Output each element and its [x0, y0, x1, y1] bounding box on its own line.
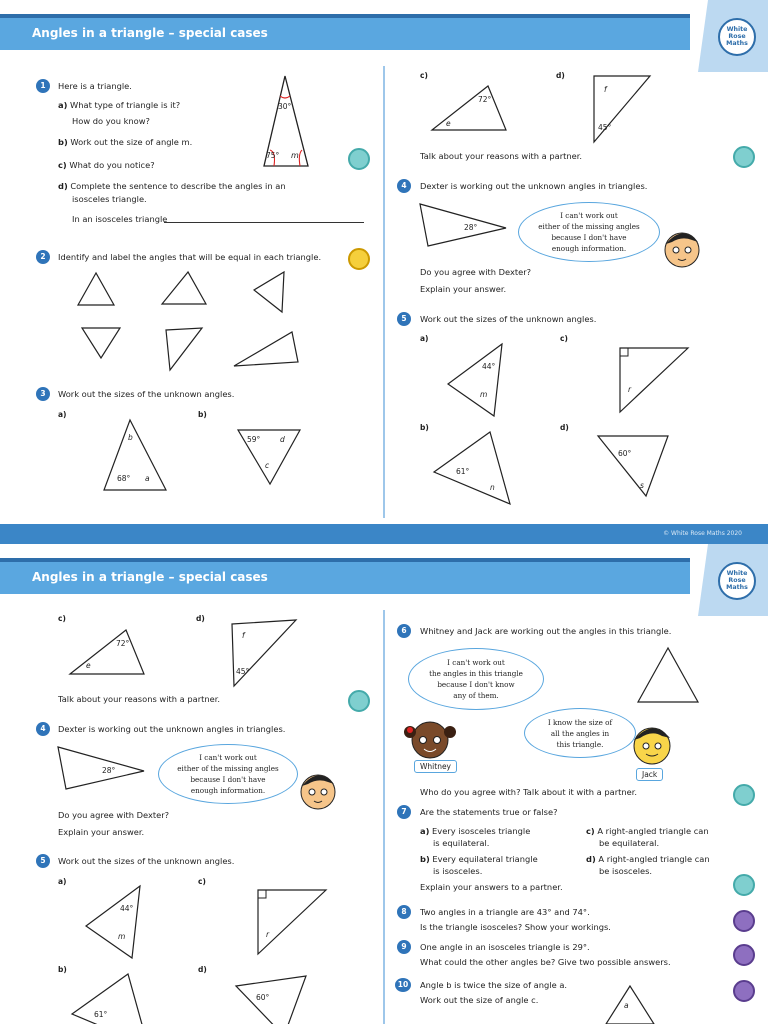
q1-sentence: In an isosceles triangle: [72, 214, 168, 224]
q1-angle-75: 75°: [266, 151, 280, 160]
q6-question: Who do you agree with? Talk about it with a partner.: [420, 787, 638, 797]
q7d-line2: be isosceles.: [599, 866, 653, 876]
q5b-triangle: [432, 430, 512, 506]
q5c-label: c): [560, 334, 568, 343]
q3d-angle-45: 45°: [598, 123, 612, 132]
q7c-line2: be equilateral.: [599, 838, 660, 848]
q8-text: Two angles in a triangle are 43° and 74°.: [420, 907, 590, 917]
q5b-angle-61: 61°: [94, 1010, 108, 1019]
q3b-angle-c: c: [265, 461, 270, 470]
q6-text: Whitney and Jack are working out the angles in this triangle.: [420, 626, 672, 636]
q1d-label: d): [58, 181, 68, 191]
q3d-label: d): [556, 71, 565, 80]
q3b-label: b): [198, 410, 207, 419]
dexter-speech-bubble: I can't work out either of the missing angles because I don't have enough information.: [518, 202, 660, 262]
q5c-angle-r: r: [266, 930, 270, 939]
challenge-icon: [733, 980, 755, 1002]
q7-text: Are the statements true or false?: [420, 807, 558, 817]
q4-angle-28: 28°: [102, 766, 116, 775]
q3c-angle-e: e: [86, 661, 91, 670]
q3b-angle-59: 59°: [247, 435, 261, 444]
whitney-avatar: [402, 716, 458, 762]
whitney-name-tag: Whitney: [414, 760, 457, 773]
question-2-number: 2: [36, 250, 50, 264]
page-title: Angles in a triangle – special cases: [32, 570, 268, 584]
question-7-number: 7: [397, 805, 411, 819]
q3b-angle-d: d: [280, 435, 285, 444]
q4-text: Dexter is working out the unknown angles in triangles.: [58, 724, 286, 734]
jack-speech-bubble: I know the size of all the angles in this triangle.: [524, 708, 636, 758]
q6-equilateral-triangle: [636, 646, 700, 704]
q5c-angle-r: r: [628, 385, 632, 394]
q3c-angle-e: e: [446, 119, 451, 128]
q1b-label: b): [58, 137, 68, 147]
q5d-label: d): [198, 965, 207, 974]
title-banner: [0, 558, 690, 594]
q3a-triangle: [100, 418, 170, 493]
q3c-label: c): [58, 614, 66, 623]
q5a-angle-44: 44°: [120, 904, 134, 913]
q5b-angle-n: n: [490, 483, 495, 492]
answer-line[interactable]: [164, 222, 364, 223]
q5b-label: b): [420, 423, 429, 432]
q5a-triangle: [84, 884, 144, 960]
q3a-label: a): [58, 410, 67, 419]
q7b-line1: Every equilateral triangle: [432, 854, 538, 864]
q3a-angle-a: a: [145, 474, 150, 483]
q5a-triangle: [446, 342, 506, 418]
question-6-number: 6: [397, 624, 411, 638]
q3c-triangle: [430, 84, 510, 134]
question-9-number: 9: [397, 940, 411, 954]
question-3-number: 3: [36, 387, 50, 401]
question-5-number: 5: [397, 312, 411, 326]
copyright-text: © White Rose Maths 2020: [663, 530, 742, 537]
q4-explain: Explain your answer.: [58, 827, 145, 837]
q4-angle-28: 28°: [464, 223, 478, 232]
q1c-label: c): [58, 160, 67, 170]
pencil-icon: [348, 248, 370, 270]
q5-text: Work out the sizes of the unknown angles.: [58, 856, 235, 866]
discussion-icon: [733, 784, 755, 806]
q5a-label: a): [420, 334, 429, 343]
q3c-label: c): [420, 71, 428, 80]
q4-explain: Explain your answer.: [420, 284, 507, 294]
jack-name-tag: Jack: [636, 768, 663, 781]
q1a-text2: How do you know?: [72, 116, 150, 126]
q4-text: Dexter is working out the unknown angles in triangles.: [420, 181, 648, 191]
question-5-number: 5: [36, 854, 50, 868]
discussion-icon: [733, 146, 755, 168]
challenge-icon: [733, 910, 755, 932]
q5c-triangle: [618, 346, 690, 416]
q7c-label: c): [586, 826, 595, 836]
q5a-angle-m: m: [480, 390, 488, 399]
white-rose-maths-logo: White Rose Maths: [718, 18, 756, 56]
q3a-angle-b: b: [128, 433, 133, 442]
q4-agree: Do you agree with Dexter?: [420, 267, 532, 277]
q10-angle-a: a: [624, 1001, 629, 1010]
q7a-label: a): [420, 826, 430, 836]
q3a-angle-68: 68°: [117, 474, 131, 483]
q9-text: One angle in an isosceles triangle is 29°.: [420, 942, 590, 952]
worksheet-page-2: [0, 544, 768, 1024]
q10-text: Angle b is twice the size of angle a.: [420, 980, 568, 990]
q1-intro: Here is a triangle.: [58, 81, 132, 91]
q1a-label: a): [58, 100, 68, 110]
q5d-angle-60: 60°: [618, 449, 632, 458]
dexter-avatar: [298, 770, 338, 812]
q5d-angle-60: 60°: [256, 993, 270, 1002]
q5b-label: b): [58, 965, 67, 974]
title-banner: [0, 14, 690, 50]
page-title: Angles in a triangle – special cases: [32, 26, 268, 40]
q1d-text2: isosceles triangle.: [72, 194, 147, 204]
whitney-speech-bubble: I can't work out the angles in this triangle because I don't know any of them.: [408, 648, 544, 710]
q8-text2: Is the triangle isosceles? Show your workings.: [420, 922, 611, 932]
challenge-icon: [733, 944, 755, 966]
q7-explain: Explain your answers to a partner.: [420, 882, 563, 892]
q1-angle-m: m: [291, 151, 299, 160]
q3-text: Work out the sizes of the unknown angles.: [58, 389, 235, 399]
q5b-angle-61: 61°: [456, 467, 470, 476]
q5d-triangle: [596, 434, 672, 498]
q7b-label: b): [420, 854, 430, 864]
q7d-label: d): [586, 854, 596, 864]
q9-text2: What could the other angles be? Give two possible answers.: [420, 957, 671, 967]
q1b-text: Work out the size of angle m.: [70, 137, 193, 147]
q2-text: Identify and label the angles that will be equal in each triangle.: [58, 252, 322, 262]
dexter-speech-bubble: I can't work out either of the missing angles because I don't have enough information.: [158, 744, 298, 804]
question-4-number: 4: [397, 179, 411, 193]
q7a-line2: is equilateral.: [433, 838, 490, 848]
q10-triangle: [600, 984, 660, 1024]
q3c-triangle: [68, 628, 148, 678]
q1-angle-30: 30°: [278, 102, 292, 111]
page-separator: [0, 524, 768, 544]
q7b-line2: is isosceles.: [433, 866, 483, 876]
discussion-icon: [733, 874, 755, 896]
white-rose-maths-logo: White Rose Maths: [718, 562, 756, 600]
q3d-label: d): [196, 614, 205, 623]
question-10-number: 10: [395, 978, 411, 992]
q1a-text: What type of triangle is it?: [70, 100, 181, 110]
q5d-angle-s: s: [640, 481, 644, 490]
q3d-angle-f: f: [242, 631, 245, 640]
q4-agree: Do you agree with Dexter?: [58, 810, 170, 820]
q5c-label: c): [198, 877, 206, 886]
q2-triangles: [76, 270, 316, 370]
q5a-angle-44: 44°: [482, 362, 496, 371]
q3d-angle-45: 45°: [236, 667, 250, 676]
q7c-line1: A right-angled triangle can: [597, 826, 709, 836]
q5a-label: a): [58, 877, 67, 886]
q5-text: Work out the sizes of the unknown angles.: [420, 314, 597, 324]
q5c-triangle: [256, 888, 328, 958]
question-4-number: 4: [36, 722, 50, 736]
q3-talk: Talk about your reasons with a partner.: [420, 151, 583, 161]
dexter-avatar: [662, 228, 702, 270]
q7a-line1: Every isosceles triangle: [432, 826, 531, 836]
q5b-triangle: [70, 972, 150, 1024]
discussion-icon: [348, 148, 370, 170]
q5a-angle-m: m: [118, 932, 126, 941]
jack-avatar: [628, 722, 676, 770]
column-divider: [383, 66, 385, 518]
q7d-line1: A right-angled triangle can: [598, 854, 710, 864]
q5d-triangle: [234, 974, 310, 1024]
discussion-icon: [348, 690, 370, 712]
q3c-angle-72: 72°: [116, 639, 130, 648]
q1c-text: What do you notice?: [69, 160, 155, 170]
q10-text2: Work out the size of angle c.: [420, 995, 539, 1005]
q3d-angle-f: f: [604, 85, 607, 94]
q3c-angle-72: 72°: [478, 95, 492, 104]
column-divider: [383, 610, 385, 1024]
question-8-number: 8: [397, 905, 411, 919]
q1d-text: Complete the sentence to describe the angles in an: [70, 181, 286, 191]
q5d-label: d): [560, 423, 569, 432]
question-1-number: 1: [36, 79, 50, 93]
q3-talk: Talk about your reasons with a partner.: [58, 694, 221, 704]
